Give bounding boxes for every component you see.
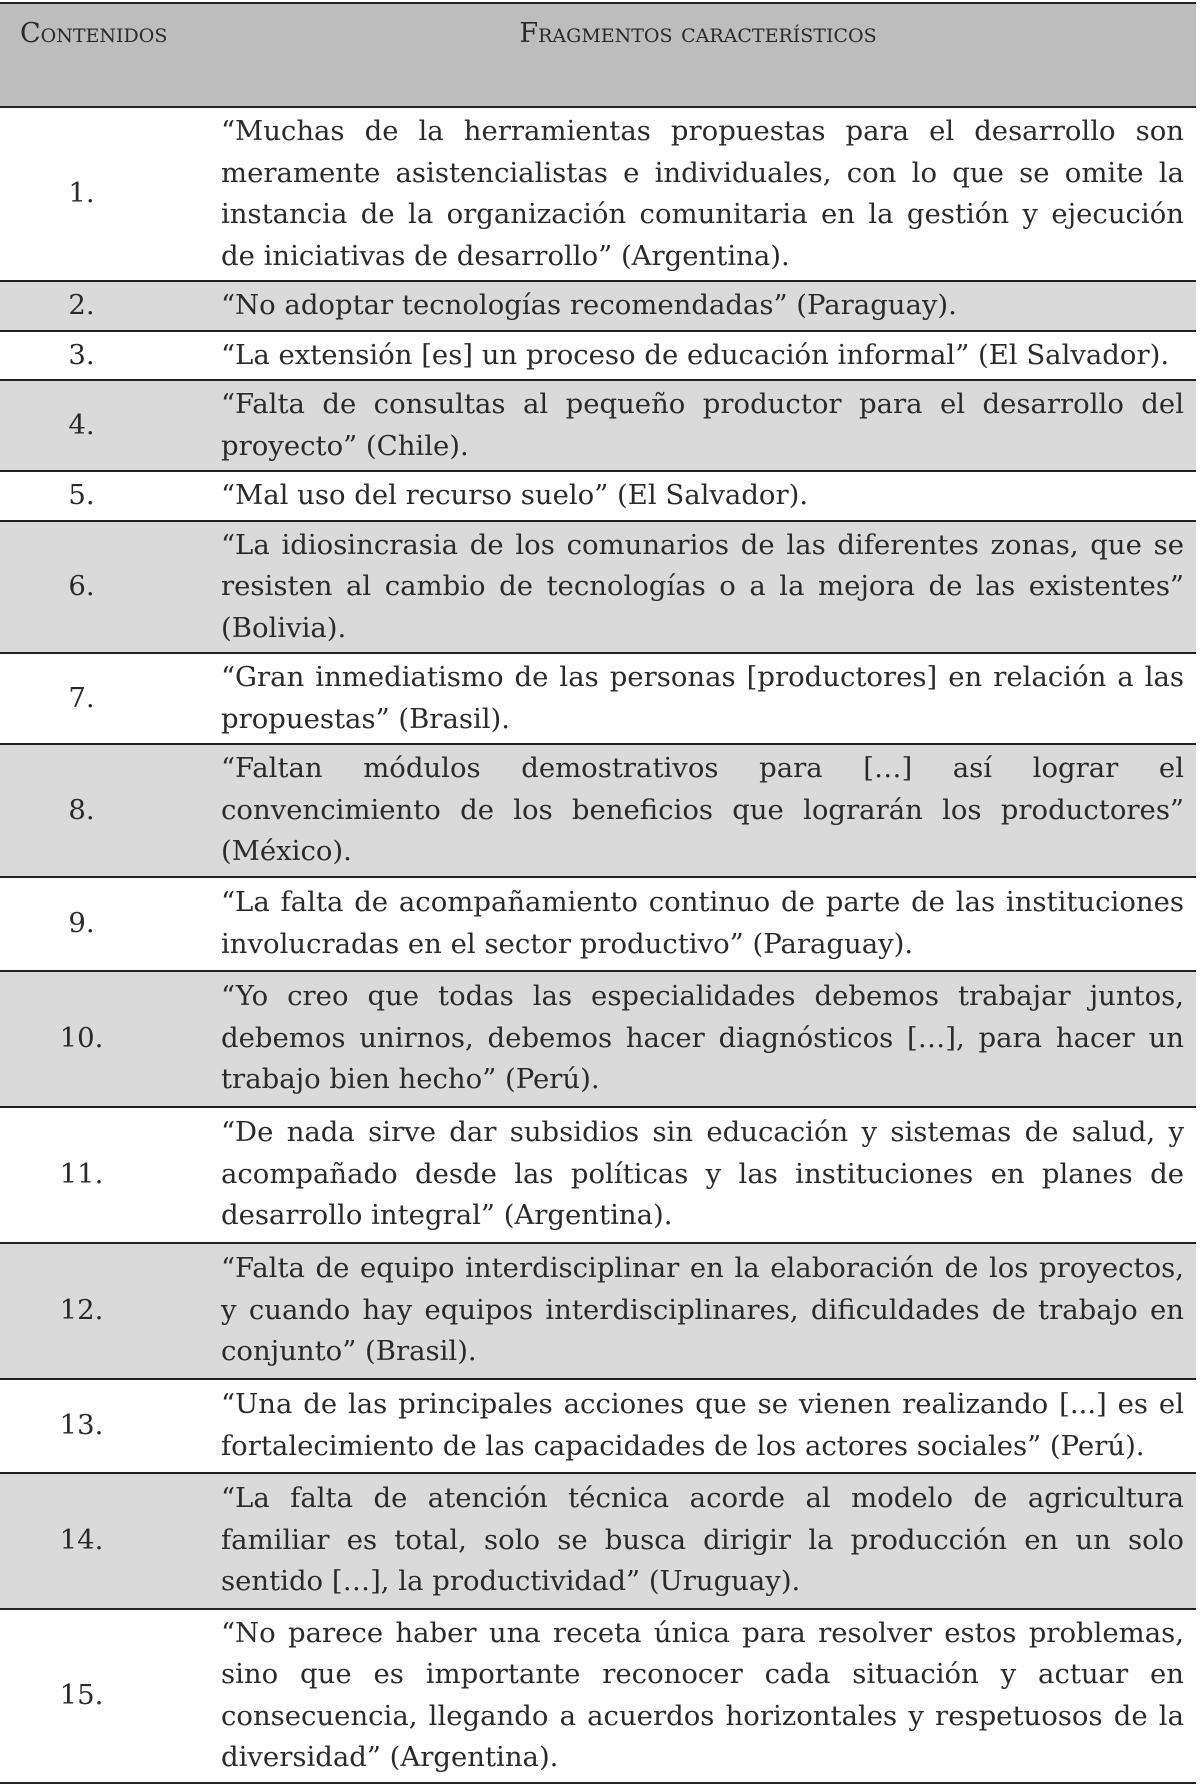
- table-row: [0, 877, 1196, 971]
- table-row: [0, 1379, 1196, 1473]
- row-fragment: “No adoptar tecnologías recomendadas” (Paraguay).: [201, 281, 1196, 331]
- row-number: 6.: [0, 521, 201, 654]
- table-row: [0, 331, 1196, 381]
- row-number: 8.: [0, 744, 201, 877]
- row-number: 3.: [0, 331, 201, 381]
- table-row: [0, 471, 1196, 521]
- row-fragment: “La falta de acompañamiento continuo de parte de las instituciones involucradas en el sector productivo” (Paraguay).: [201, 877, 1196, 971]
- table-body: [0, 107, 1196, 1783]
- table-row: [0, 1473, 1196, 1609]
- row-fragment: “La idiosincrasia de los comunarios de las diferentes zonas, que se resisten al cambio de tecnologías o a la mejora de las existentes” (Bolivia).: [201, 521, 1196, 654]
- table-row: [0, 971, 1196, 1107]
- table-row: [0, 380, 1196, 471]
- row-fragment: “Falta de consultas al pequeño productor para el desarrollo del proyecto” (Chile).: [201, 380, 1196, 471]
- row-number: 9.: [0, 877, 201, 971]
- row-fragment: “Gran inmediatismo de las personas [productores] en relación a las propuestas” (Brasil).: [201, 653, 1196, 744]
- header-row: [0, 3, 1196, 107]
- row-number: 2.: [0, 281, 201, 331]
- table-row: [0, 281, 1196, 331]
- table-row: [0, 107, 1196, 281]
- row-fragment: “La extensión [es] un proceso de educación informal” (El Salvador).: [201, 331, 1196, 381]
- table-row: [0, 653, 1196, 744]
- row-number: 13.: [0, 1379, 201, 1473]
- row-number: 11.: [0, 1107, 201, 1243]
- table-row: [0, 1107, 1196, 1243]
- table-row: [0, 1609, 1196, 1783]
- row-number: 4.: [0, 380, 201, 471]
- row-fragment: “La falta de atención técnica acorde al modelo de agricultura familiar es total, solo se busca dirigir la producción en un solo sentido […], la productividad” (Uruguay).: [201, 1473, 1196, 1609]
- header-contents: Contenidos: [0, 3, 201, 107]
- row-fragment: “No parece haber una receta única para resolver estos problemas, sino que es importante reconocer cada situación y actuar en consecuencia, llegando a acuerdos horizontales y respetuosos de la diversidad” (Argentina).: [201, 1609, 1196, 1783]
- table-row: [0, 744, 1196, 877]
- row-fragment: “Yo creo que todas las especialidades debemos trabajar juntos, debemos unirnos, debemos hacer diagnósticos […], para hacer un trabajo bien hecho” (Perú).: [201, 971, 1196, 1107]
- row-fragment: “Mal uso del recurso suelo” (El Salvador).: [201, 471, 1196, 521]
- row-fragment: “De nada sirve dar subsidios sin educación y sistemas de salud, y acompañado desde las políticas y las instituciones en planes de desarrollo integral” (Argentina).: [201, 1107, 1196, 1243]
- row-number: 5.: [0, 471, 201, 521]
- row-fragment: “Falta de equipo interdisciplinar en la elaboración de los proyectos, y cuando hay equipos interdisciplinares, dificuldades de trabajo en conjunto” (Brasil).: [201, 1243, 1196, 1379]
- row-fragment: “Muchas de la herramientas propuestas para el desarrollo son meramente asistencialistas e individuales, con lo que se omite la instancia de la organización comunitaria en la gestión y ejecución de iniciativas de desarrollo” (Argentina).: [201, 107, 1196, 281]
- row-number: 15.: [0, 1609, 201, 1783]
- table-header: [0, 3, 1196, 107]
- row-number: 14.: [0, 1473, 201, 1609]
- table-row: [0, 1243, 1196, 1379]
- row-number: 7.: [0, 653, 201, 744]
- row-number: 10.: [0, 971, 201, 1107]
- row-number: 12.: [0, 1243, 201, 1379]
- row-fragment: “Faltan módulos demostrativos para […] así lograr el convencimiento de los beneficios que lograrán los productores” (México).: [201, 744, 1196, 877]
- table-row: [0, 521, 1196, 654]
- header-fragments: Fragmentos característicos: [201, 3, 1196, 107]
- fragments-table: [0, 2, 1196, 1784]
- row-number: 1.: [0, 107, 201, 281]
- row-fragment: “Una de las principales acciones que se vienen realizando [...] es el fortalecimiento de las capacidades de los actores sociales” (Perú).: [201, 1379, 1196, 1473]
